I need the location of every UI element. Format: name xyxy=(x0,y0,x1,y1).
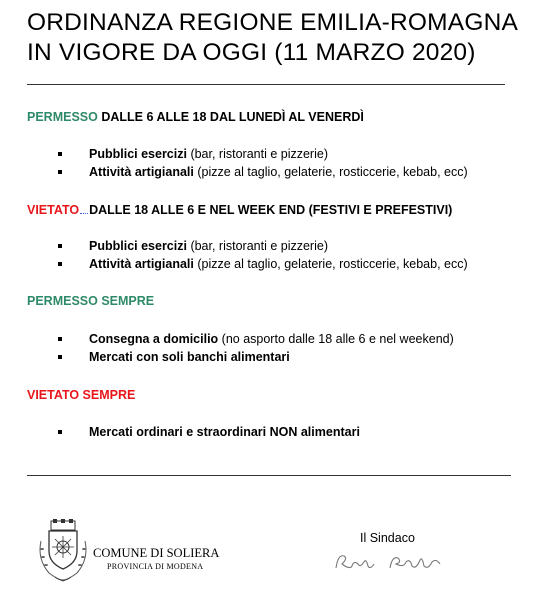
status-label: PERMESSO xyxy=(27,110,98,124)
item-detail-text: (bar, ristoranti e pizzerie) xyxy=(186,147,328,161)
item-detail-text: (pizze al taglio, gelaterie, rosticcerie, kebab, ecc) xyxy=(193,257,468,271)
bottom-divider xyxy=(27,475,511,476)
document-title xyxy=(27,8,518,68)
item-bold-text: Mercati con soli banchi alimentari xyxy=(89,350,290,364)
title-line-1: ORDINANZA REGIONE EMILIA-ROMAGNA xyxy=(27,9,519,36)
item-detail-text: (pizze al taglio, gelaterie, rosticcerie, kebab, ecc) xyxy=(193,165,468,179)
item-bold-text: Pubblici esercizi xyxy=(89,239,187,253)
sindaco-label: Il Sindaco xyxy=(360,531,415,545)
signature-icon xyxy=(332,548,444,576)
section-heading-permesso-sempre xyxy=(27,294,154,308)
item-bold-text: Mercati ordinari e straordinari NON alimentari xyxy=(89,425,360,439)
status-label: VIETATO xyxy=(27,203,80,217)
bullet-icon xyxy=(58,355,62,359)
spellcheck-underline-icon xyxy=(80,209,88,214)
section-heading-permesso xyxy=(27,110,364,124)
bullet-icon xyxy=(58,244,62,248)
item-detail-text: (no asporto dalle 18 alle 6 e nel weekend) xyxy=(218,332,454,346)
bullet-icon xyxy=(58,337,62,341)
top-divider xyxy=(27,84,505,85)
title-line-2: IN VIGORE DA OGGI (11 MARZO 2020) xyxy=(27,39,476,66)
item-bold-text: Consegna a domicilio xyxy=(89,332,219,346)
province-name: PROVINCIA DI MODENA xyxy=(107,562,204,571)
section-heading-vietato xyxy=(27,203,452,217)
section-heading-text: DALLE 18 ALLE 6 E NEL WEEK END (FESTIVI E PREFESTIVI) xyxy=(89,203,453,217)
status-label: PERMESSO SEMPRE xyxy=(27,294,155,308)
bullet-icon xyxy=(58,262,62,266)
item-detail-text: (bar, ristoranti e pizzerie) xyxy=(186,239,328,253)
municipal-crest-icon xyxy=(35,519,91,585)
bullet-icon xyxy=(58,152,62,156)
bullet-icon xyxy=(58,430,62,434)
section-heading-vietato-sempre xyxy=(27,388,135,402)
status-label: VIETATO SEMPRE xyxy=(27,388,136,402)
bullet-icon xyxy=(58,170,62,174)
item-bold-text: Pubblici esercizi xyxy=(89,147,187,161)
item-bold-text: Attività artigianali xyxy=(89,257,194,271)
section-heading-text: DALLE 6 ALLE 18 DAL LUNEDÌ AL VENERDÌ xyxy=(101,110,364,124)
comune-name: COMUNE DI SOLIERA xyxy=(93,546,220,560)
item-bold-text: Attività artigianali xyxy=(89,165,194,179)
